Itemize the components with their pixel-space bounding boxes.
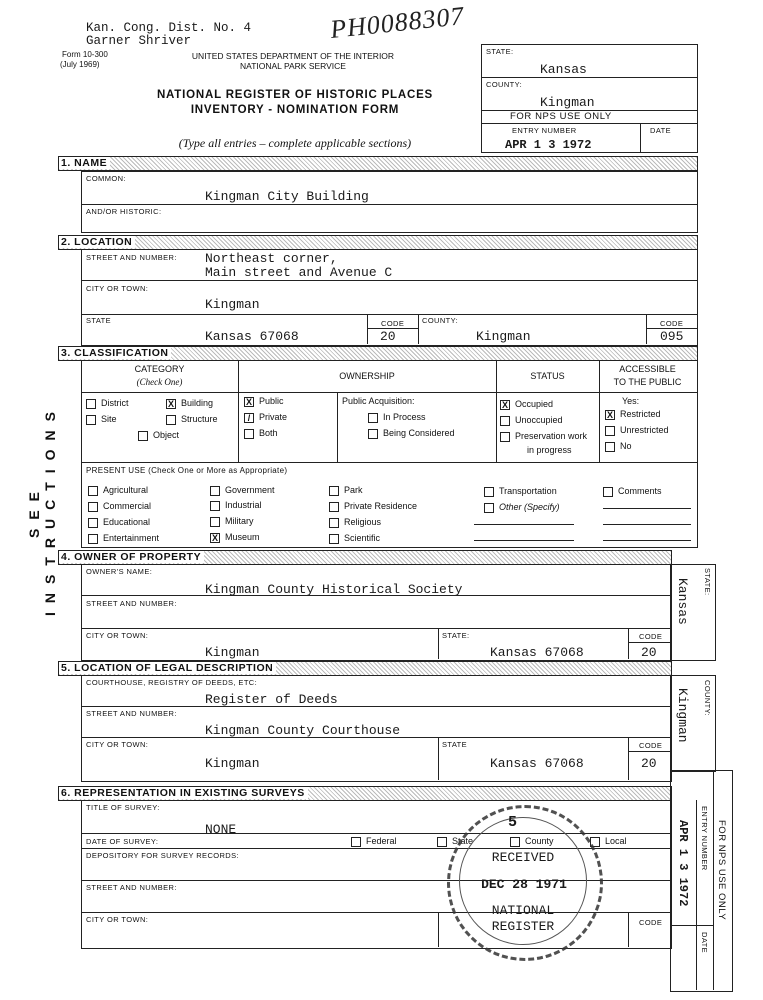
section6-header: 6. REPRESENTATION IN EXISTING SURVEYS (58, 786, 672, 801)
stamp-national: NATIONAL (491, 903, 555, 918)
owner-code-label: CODE (639, 632, 663, 641)
side-county-col-label: COUNTY: (703, 680, 712, 717)
section3-box (81, 360, 698, 548)
typed-district: Kan. Cong. Dist. No. 4 (86, 21, 252, 35)
nps-use-label: FOR NPS USE ONLY (510, 111, 612, 122)
street-label: STREET AND NUMBER: (86, 253, 177, 262)
access-unrestricted[interactable]: Unrestricted (605, 425, 669, 436)
historic-label: AND/OR HISTORIC: (86, 207, 162, 216)
acquisition-being-considered[interactable]: Being Considered (368, 428, 455, 439)
owner-city-label: CITY OR TOWN: (86, 631, 149, 640)
category-structure[interactable]: Structure (166, 414, 218, 425)
access-yes-label: Yes: (622, 396, 640, 406)
side-state-col-label: STATE: (703, 568, 712, 596)
stamp-register: REGISTER (491, 919, 555, 934)
courthouse-value: Register of Deeds (205, 692, 338, 707)
department-name: UNITED STATES DEPARTMENT OF THE INTERIOR (191, 51, 395, 61)
courthouse-label: COURTHOUSE, REGISTRY OF DEEDS, ETC: (86, 678, 258, 687)
use-park[interactable]: Park (329, 485, 363, 496)
entry-number-label: ENTRY NUMBER (512, 126, 577, 135)
legal-state-value: Kansas 67068 (490, 756, 584, 771)
survey-local[interactable]: Local (590, 836, 627, 847)
side-county-col-value: Kingman (675, 688, 690, 743)
form-title-line1: NATIONAL REGISTER OF HISTORIC PLACES (156, 89, 434, 101)
common-label: COMMON: (86, 174, 126, 183)
state-value: Kansas 67068 (205, 329, 299, 344)
stamp-date: DEC 28 1971 (481, 877, 567, 892)
ownership-private[interactable]: / Private (244, 412, 287, 423)
see-instructions-margin: SEE INSTRUCTIONS (26, 403, 58, 617)
use-museum[interactable]: X Museum (211, 532, 260, 543)
use-comments[interactable]: Comments (603, 486, 662, 497)
service-name: NATIONAL PARK SERVICE (240, 61, 346, 71)
section2-header: 2. LOCATION (58, 235, 698, 250)
survey-state[interactable]: State (437, 836, 473, 847)
owner-code-value: 20 (641, 645, 657, 660)
category-site[interactable]: Site (86, 414, 117, 425)
legal-code-value: 20 (641, 756, 657, 771)
use-commercial[interactable]: Commercial (88, 501, 151, 512)
legal-street-label: STREET AND NUMBER: (86, 709, 177, 718)
depository-label: DEPOSITORY FOR SURVEY RECORDS: (86, 851, 240, 860)
category-label: CATEGORY (134, 364, 185, 374)
form-number: Form 10-300 (62, 50, 108, 59)
typed-representative: Garner Shriver (86, 34, 192, 48)
use-religious[interactable]: Religious (329, 517, 381, 528)
street-value-1: Northeast corner, (205, 251, 338, 266)
form-instruction: (Type all entries – complete applicable sections) (178, 136, 412, 150)
side-state-value: Kansas (540, 62, 587, 77)
acquisition-in-process[interactable]: In Process (368, 412, 426, 423)
category-district[interactable]: District (86, 398, 129, 409)
section4-header: 4. OWNER OF PROPERTY (58, 550, 672, 565)
ownership-public[interactable]: X Public (245, 396, 284, 407)
public-acquisition-label: Public Acquisition: (342, 396, 415, 406)
status-in-progress: in progress (527, 445, 572, 455)
use-agricultural[interactable]: Agricultural (88, 485, 148, 496)
survey-street-label: STREET AND NUMBER: (86, 883, 177, 892)
form-title-line2: INVENTORY - NOMINATION FORM (190, 104, 400, 116)
side-county-value: Kingman (540, 95, 595, 110)
category-object[interactable]: Object (138, 430, 179, 441)
status-preservation[interactable]: Preservation work (500, 431, 587, 442)
stamp-received: RECEIVED (491, 850, 555, 865)
side-state-label: STATE: (486, 47, 514, 56)
county-code-label: CODE (660, 319, 684, 328)
legal-city-label: CITY OR TOWN: (86, 740, 149, 749)
legal-state-label: STATE (442, 740, 468, 749)
date-label: DATE (650, 126, 672, 135)
owner-city-value: Kingman (205, 645, 260, 660)
survey-city-label: CITY OR TOWN: (86, 915, 149, 924)
survey-county[interactable]: County (510, 836, 554, 847)
section1-header: 1. NAME (58, 156, 698, 171)
access-restricted[interactable]: X Restricted (606, 409, 661, 420)
section3-header: 3. CLASSIFICATION (58, 346, 698, 361)
owner-state-label: STATE: (442, 631, 470, 640)
use-educational[interactable]: Educational (88, 517, 150, 528)
survey-title-value: NONE (205, 822, 237, 837)
county-label: COUNTY: (422, 316, 459, 325)
section5-header: 5. LOCATION OF LEGAL DESCRIPTION (58, 661, 672, 676)
accessible-label-2: TO THE PUBLIC (613, 377, 682, 387)
stamp-top-number: 5 (508, 814, 518, 831)
legal-street-value: Kingman County Courthouse (205, 723, 401, 738)
section1-box (81, 171, 698, 233)
county-code-value: 095 (660, 329, 684, 344)
state-code-value: 20 (380, 329, 396, 344)
handwritten-id: PH0088307 (328, 1, 466, 44)
entry-number-stamp: APR 1 3 1972 (505, 138, 592, 152)
use-private-residence[interactable]: Private Residence (329, 501, 417, 512)
use-other[interactable]: Other (Specify) (484, 502, 560, 513)
legal-code-label: CODE (639, 741, 663, 750)
state-label: STATE (86, 316, 112, 325)
legal-city-value: Kingman (205, 756, 260, 771)
common-name-value: Kingman City Building (205, 189, 369, 204)
ownership-label: OWNERSHIP (339, 371, 395, 381)
use-entertainment[interactable]: Entertainment (88, 533, 159, 544)
status-occupied[interactable]: X Occupied (501, 399, 554, 410)
category-sub: (Check One) (136, 377, 183, 387)
use-military[interactable]: Military (210, 516, 254, 527)
side-entry-number-label: ENTRY NUMBER (700, 806, 709, 871)
status-unoccupied[interactable]: Unoccupied (500, 415, 563, 426)
state-code-label: CODE (381, 319, 405, 328)
category-building[interactable]: X Building (167, 398, 214, 409)
survey-title-label: TITLE OF SURVEY: (86, 803, 160, 812)
ownership-both[interactable]: Both (244, 428, 278, 439)
status-label: STATUS (530, 371, 565, 381)
side-county-label: COUNTY: (486, 80, 523, 89)
owner-name-value: Kingman County Historical Society (205, 582, 463, 597)
side-entry-stamp: APR 1 3 1972 (676, 820, 690, 907)
use-scientific[interactable]: Scientific (329, 533, 380, 544)
use-government[interactable]: Government (210, 485, 275, 496)
county-value: Kingman (476, 329, 531, 344)
form-date: (July 1969) (60, 60, 100, 69)
survey-federal[interactable]: Federal (351, 836, 397, 847)
present-use-label: PRESENT USE (Check One or More as Appropriate) (86, 466, 288, 475)
street-value-2: Main street and Avenue C (205, 265, 393, 280)
survey-code-label: CODE (639, 918, 663, 927)
access-no[interactable]: No (605, 441, 632, 452)
use-transportation[interactable]: Transportation (484, 486, 557, 497)
owner-state-value: Kansas 67068 (490, 645, 584, 660)
accessible-label-1: ACCESSIBLE (619, 364, 676, 374)
side-date-label: DATE (700, 932, 709, 954)
use-industrial[interactable]: Industrial (210, 500, 262, 511)
owner-street-label: STREET AND NUMBER: (86, 599, 177, 608)
owner-name-label: OWNER'S NAME: (86, 567, 153, 576)
survey-date-label: DATE OF SURVEY: (86, 837, 159, 846)
side-nps-label: FOR NPS USE ONLY (716, 820, 727, 921)
city-value: Kingman (205, 297, 260, 312)
side-state-col-value: Kansas (675, 578, 690, 625)
city-label: CITY OR TOWN: (86, 284, 149, 293)
